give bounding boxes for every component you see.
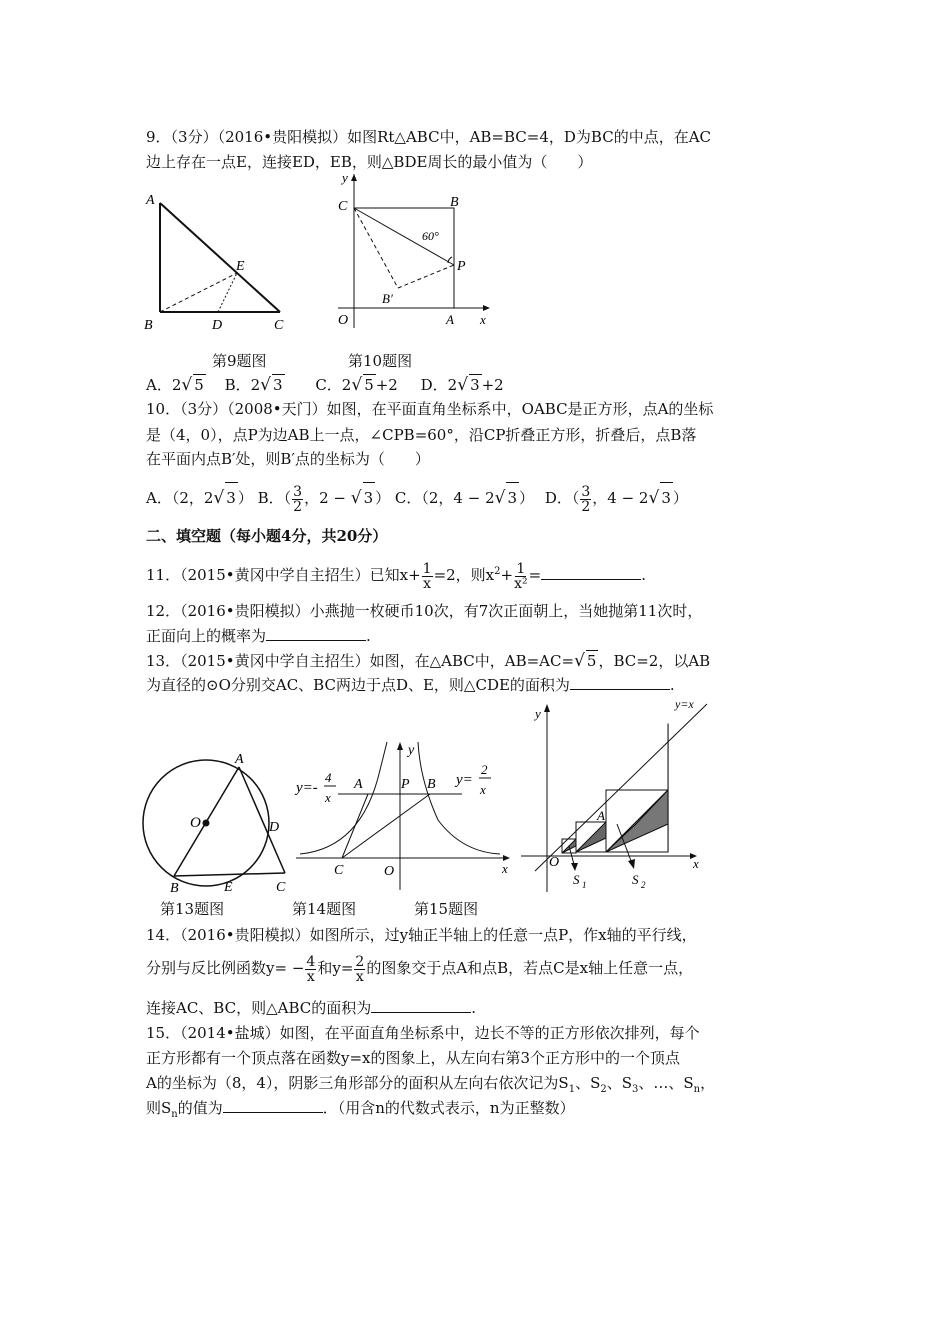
q9-option-b[interactable]: B．2√ 3: [224, 375, 283, 395]
q10-option-b[interactable]: B．（ $\frac{3}{2}$ ，2 − √ 3 ）: [257, 483, 391, 515]
q13-line1: 13．（2015•黄冈中学自主招生）如图，在△ABC中，AB=AC=√ 5 ，BC=2，以AB: [146, 651, 711, 671]
fig13-circle: [138, 745, 298, 895]
fig10-caption: 第10题图: [348, 352, 413, 370]
fig15-caption: 第15题图: [414, 900, 479, 918]
fig10-label-bprime: B′: [382, 291, 393, 306]
fig14-label-p: P: [401, 777, 410, 792]
fig9-caption: 第9题图: [212, 352, 267, 370]
q15-line1: 15．（2014•盐城）如图，在平面直角坐标系中，边长不等的正方形依次排列，每个: [146, 1024, 700, 1042]
fig14-eq1-den: x: [325, 790, 331, 805]
fig9-label-e: E: [236, 259, 245, 274]
fig10-label-a: A: [446, 312, 454, 327]
fig14-label-x: x: [502, 861, 508, 876]
fig15-label-yx: y=x: [675, 697, 694, 711]
q10-line2: 是（4，0），点P为边AB上一点，∠CPB=60°，沿CP折叠正方形，折叠后，点B落: [146, 426, 697, 444]
fig15-label-o: O: [549, 855, 560, 870]
fig10-label-p: P: [457, 259, 466, 274]
fig14-caption: 第14题图: [292, 900, 357, 918]
fig13-caption: 第13题图: [160, 900, 225, 918]
fig9-label-a: A: [146, 193, 155, 208]
q15-line2: 正方形都有一个顶点落在函数y=x的图象上，从左向右第3个正方形中的一个顶点: [146, 1049, 681, 1067]
q15-answer-blank[interactable]: [223, 1098, 323, 1113]
fig10-label-b: B: [450, 195, 459, 210]
q9-line1: 9．（3分）（2016•贵阳模拟）如图Rt△ABC中，AB=BC=4，D为BC的中点，在AC: [146, 128, 712, 146]
fig10-label-y: y: [342, 170, 348, 185]
q9-options: [146, 374, 504, 395]
q11-answer-blank[interactable]: [541, 565, 641, 580]
fig13-label-d: D: [269, 820, 280, 835]
fig15-label-s1: S: [573, 872, 580, 887]
fig15-label-s2-sub: 2: [641, 880, 646, 890]
fig10-label-x: x: [480, 312, 486, 327]
fig10-label-o: O: [338, 313, 349, 328]
q9-line2: 边上存在一点E，连接ED，EB，则△BDE周长的最小值为（ ）: [146, 153, 593, 171]
q9-option-d[interactable]: D．2√ 3 +2: [420, 375, 504, 395]
fig9-label-d: D: [212, 318, 223, 333]
fig10-label-c: C: [338, 199, 348, 214]
fig13-label-b: B: [170, 881, 179, 895]
fig9-triangle: [140, 186, 300, 336]
fig10-label-angle: 60°: [422, 229, 439, 243]
fig14-eq2-num: 2: [481, 762, 488, 777]
fig15-label-a: A: [597, 808, 605, 823]
q10-line1: 10．（3分）（2008•天门）如图，在平面直角坐标系中，OABC是正方形，点A的坐标: [146, 400, 714, 418]
fig15-label-x: x: [693, 856, 699, 871]
fig14-label-c: C: [334, 863, 344, 878]
fig14-label-a: A: [354, 777, 363, 792]
q10-line3: 在平面内点B′处，则B′点的坐标为（ ）: [146, 450, 430, 468]
fig9-label-b: B: [144, 318, 153, 333]
fig9-label-c: C: [274, 318, 284, 333]
fig13-label-e: E: [224, 880, 233, 895]
q15-line4: 则$S_n$的值为 ．（用含n的代数式表示，n为正整数）: [146, 1099, 575, 1120]
q9-option-a[interactable]: A．2√ 5: [146, 375, 204, 395]
q12-answer-blank[interactable]: [266, 626, 366, 641]
q14-line3: 连接AC、BC，则△ABC的面积为 .: [146, 999, 477, 1017]
fig13-label-a: A: [235, 752, 244, 767]
q10-option-a[interactable]: A．（2，2√ 3 ）: [146, 489, 253, 507]
fig14-label-o: O: [384, 864, 395, 879]
fig15-label-s2: S: [632, 872, 639, 887]
fig14-label-b: B: [427, 777, 436, 792]
fig15-label-y: y: [535, 706, 541, 721]
q10-options: [146, 482, 688, 514]
q13-answer-blank[interactable]: [570, 675, 670, 690]
fig15-label-s1-sub: 1: [582, 880, 587, 890]
fig14-eq2-den: x: [480, 782, 486, 797]
fig14-eq2: y=: [456, 772, 473, 788]
fig10-square: [330, 168, 500, 338]
section-title: 二、填空题（每小题4分，共20分）: [146, 527, 388, 545]
q11: 11．（2015•黄冈中学自主招生）已知x+ $\frac{1}{x}$ =2，则$x^2+$ $\frac{1}{\text{x²}}$ = .: [146, 560, 646, 592]
q12-line1: 12．（2016•贵阳模拟）小燕抛一枚硬币10次，有7次正面朝上，当她抛第11次时，: [146, 602, 703, 620]
fig15-squares: [515, 696, 715, 896]
q13-line2: 为直径的⊙O分别交AC、BC两边于点D、E，则△CDE的面积为 .: [146, 676, 675, 694]
q9-option-c[interactable]: C．2√ 5 +2: [315, 375, 398, 395]
q10-option-d[interactable]: D．（ $\frac{3}{2}$ ，4 − 2√ 3 ）: [544, 483, 688, 515]
q14-line2: 分别与反比例函数y= − $\frac{4}{x}$ 和y= $\frac{2}{x}$ 的图象交于点A和点B，若点C是x轴上任意一点，: [146, 953, 694, 985]
q12-line2: 正面向上的概率为 .: [146, 627, 371, 645]
fig13-label-o: O: [190, 815, 201, 831]
fig14-hyperbola: [292, 740, 517, 895]
fig14-eq1: y=-: [296, 780, 318, 796]
fig13-label-c: C: [276, 880, 286, 895]
q14-answer-blank[interactable]: [371, 998, 471, 1013]
fig14-label-y: y: [408, 743, 415, 758]
q10-option-c[interactable]: C．（2，4 − 2√ 3 ）: [395, 489, 534, 507]
fig14-eq1-num: 4: [325, 770, 332, 785]
q15-line3: A的坐标为（8，4），阴影三角形部分的面积从左向右依次记为$S_1$、$S_2$、$S_3$、…、$S_n$，: [146, 1074, 716, 1095]
q14-line1: 14．（2016•贵阳模拟）如图所示，过y轴正半轴上的任意一点P，作x轴的平行线，: [146, 926, 697, 944]
